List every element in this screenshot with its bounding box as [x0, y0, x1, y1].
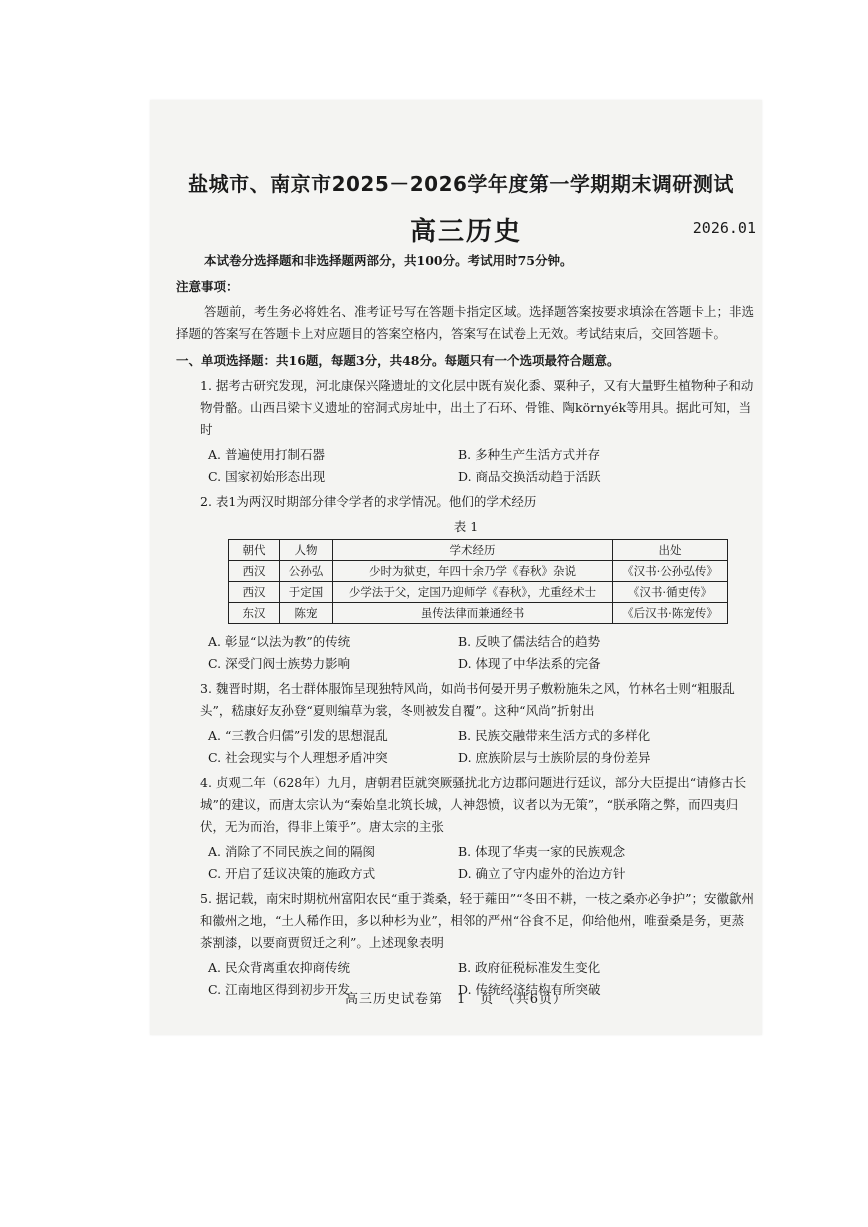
exam-date: 2026.01 [692, 219, 756, 237]
table-cell: 少学法于父，定国乃迎师学《春秋》，尤重经术士 [333, 582, 613, 603]
option-a: A. 彰显“以法为教”的传统 [208, 634, 351, 649]
page-footer: 高三历史试卷第 1 页 （共6页） [344, 992, 568, 1007]
option-b: B. 反映了儒法结合的趋势 [458, 634, 601, 649]
table-header-cell: 出处 [613, 540, 728, 561]
question-5 [176, 888, 756, 998]
question-3 [176, 678, 756, 766]
table-cell: 西汉 [229, 582, 280, 603]
option-d: D. 确立了守内虚外的治边方针 [458, 866, 626, 881]
notice-text: 答题前，考生务必将姓名、准考证号写在答题卡指定区域。选择题答案按要求填涂在答题卡上；非选择题的答案写在答题卡上对应题目的答案空格内，答案写在试卷上无效。考试结束后，交回答题卡。 [176, 304, 755, 341]
question-stem: 2. 表1为两汉时期部分律令学者的求学情况。他们的学术经历 [200, 494, 537, 509]
option-d: D. 传统经济结构有所突破 [458, 982, 601, 997]
option-d: D. 体现了中华法系的完备 [458, 656, 601, 671]
table-cell: 虽传法律而兼通经书 [333, 603, 613, 624]
exam-intro: 本试卷分选择题和非选择题两部分，共100分。考试用时75分钟。 [204, 253, 573, 268]
option-c: C. 开启了廷议决策的施政方式 [208, 866, 376, 881]
question-stem: 1. 据考古研究发现，河北康保兴隆遗址的文化层中既有炭化黍、粟种子，又有大量野生植物种子和动物骨骼。山西吕梁卞义遗址的窑洞式房址中，出土了石环、骨锥、陶környék等用具。据此可知，当时 [200, 378, 754, 437]
option-a: A. 民众背离重农抑商传统 [208, 960, 350, 975]
option-c: C. 社会现实与个人理想矛盾冲突 [208, 750, 388, 765]
notice-heading: 注意事项： [176, 279, 239, 294]
option-a: A. “三教合归儒”引发的思想混乱 [208, 728, 388, 743]
table-cell: 《汉书·公孙弘传》 [613, 561, 728, 582]
option-c: C. 江南地区得到初步开发 [208, 982, 351, 997]
question-2 [176, 491, 756, 672]
table-caption: 表 1 [453, 519, 479, 534]
document-body [176, 168, 756, 1004]
question-stem: 4. 贞观二年（628年）九月，唐朝君臣就突厥骚扰北方边郡问题进行廷议，部分大臣提出“请修古长城”的建议，而唐太宗认为“秦始皇北筑长城，人神怨愤，议者以为无策”，“朕承隋之弊，而四夷归伏，无为而治，得非上策乎”。唐太宗的主张 [200, 775, 747, 834]
table-header-cell: 朝代 [229, 540, 280, 561]
option-c: C. 深受门阀士族势力影响 [208, 656, 351, 671]
option-b: B. 民族交融带来生活方式的多样化 [458, 728, 651, 743]
option-a: A. 消除了不同民族之间的隔阂 [208, 844, 375, 859]
question-options [176, 842, 756, 882]
option-b: B. 体现了华夷一家的民族观念 [458, 844, 626, 859]
question-1 [176, 375, 756, 485]
option-b: B. 多种生产生活方式并存 [458, 447, 601, 462]
question-stem: 5. 据记载，南宋时期杭州富阳农民“重于粪桑，轻于蕹田”“冬田不耕，一枝之桑亦必争护”；安徽歙州和徽州之地，“土人稀作田，多以种杉为业”，相邻的严州“谷食不足，仰给他州，唯蚕桑是务，更蒸茶割漆，以要商贾贸迁之利”。上述现象表明 [200, 891, 754, 950]
table-header-cell: 人物 [280, 540, 333, 561]
question-options [176, 632, 756, 672]
table-row [229, 582, 728, 603]
table-cell: 《后汉书·陈宠传》 [613, 603, 728, 624]
option-b: B. 政府征税标准发生变化 [458, 960, 601, 975]
option-a: A. 普遍使用打制石器 [208, 447, 325, 462]
table-cell: 西汉 [229, 561, 280, 582]
table-cell: 《汉书·循吏传》 [613, 582, 728, 603]
option-c: C. 国家初始形态出现 [208, 469, 326, 484]
question-options [176, 445, 756, 485]
table-cell: 东汉 [229, 603, 280, 624]
table-cell: 公孙弘 [280, 561, 333, 582]
question-stem: 3. 魏晋时期，名士群体服饰呈现独特风尚，如尚书何晏开男子敷粉施朱之风，竹林名士则“粗服乱头”，嵇康好友孙登“夏则编草为裳，冬则被发自覆”。这种“风尚”折射出 [200, 681, 735, 718]
option-d: D. 庶族阶层与士族阶层的身份差异 [458, 750, 651, 765]
table-row [229, 603, 728, 624]
exam-subject: 高三历史 [409, 217, 522, 247]
table-cell: 陈宠 [280, 603, 333, 624]
option-d: D. 商品交换活动趋于活跃 [458, 469, 601, 484]
table-cell: 于定国 [280, 582, 333, 603]
table-row [229, 561, 728, 582]
table-header-cell: 学术经历 [333, 540, 613, 561]
subtitle-row [176, 211, 756, 251]
table-cell: 少时为狱吏，年四十余乃学《春秋》杂说 [333, 561, 613, 582]
question-4 [176, 772, 756, 882]
scholar-table [228, 539, 728, 624]
table-header-row [229, 540, 728, 561]
exam-title: 盐城市、南京市2025－2026学年度第一学期期末调研测试 [188, 172, 734, 196]
question-options [176, 726, 756, 766]
section-heading: 一、单项选择题：共16题，每题3分，共48分。每题只有一个选项最符合题意。 [176, 353, 620, 368]
